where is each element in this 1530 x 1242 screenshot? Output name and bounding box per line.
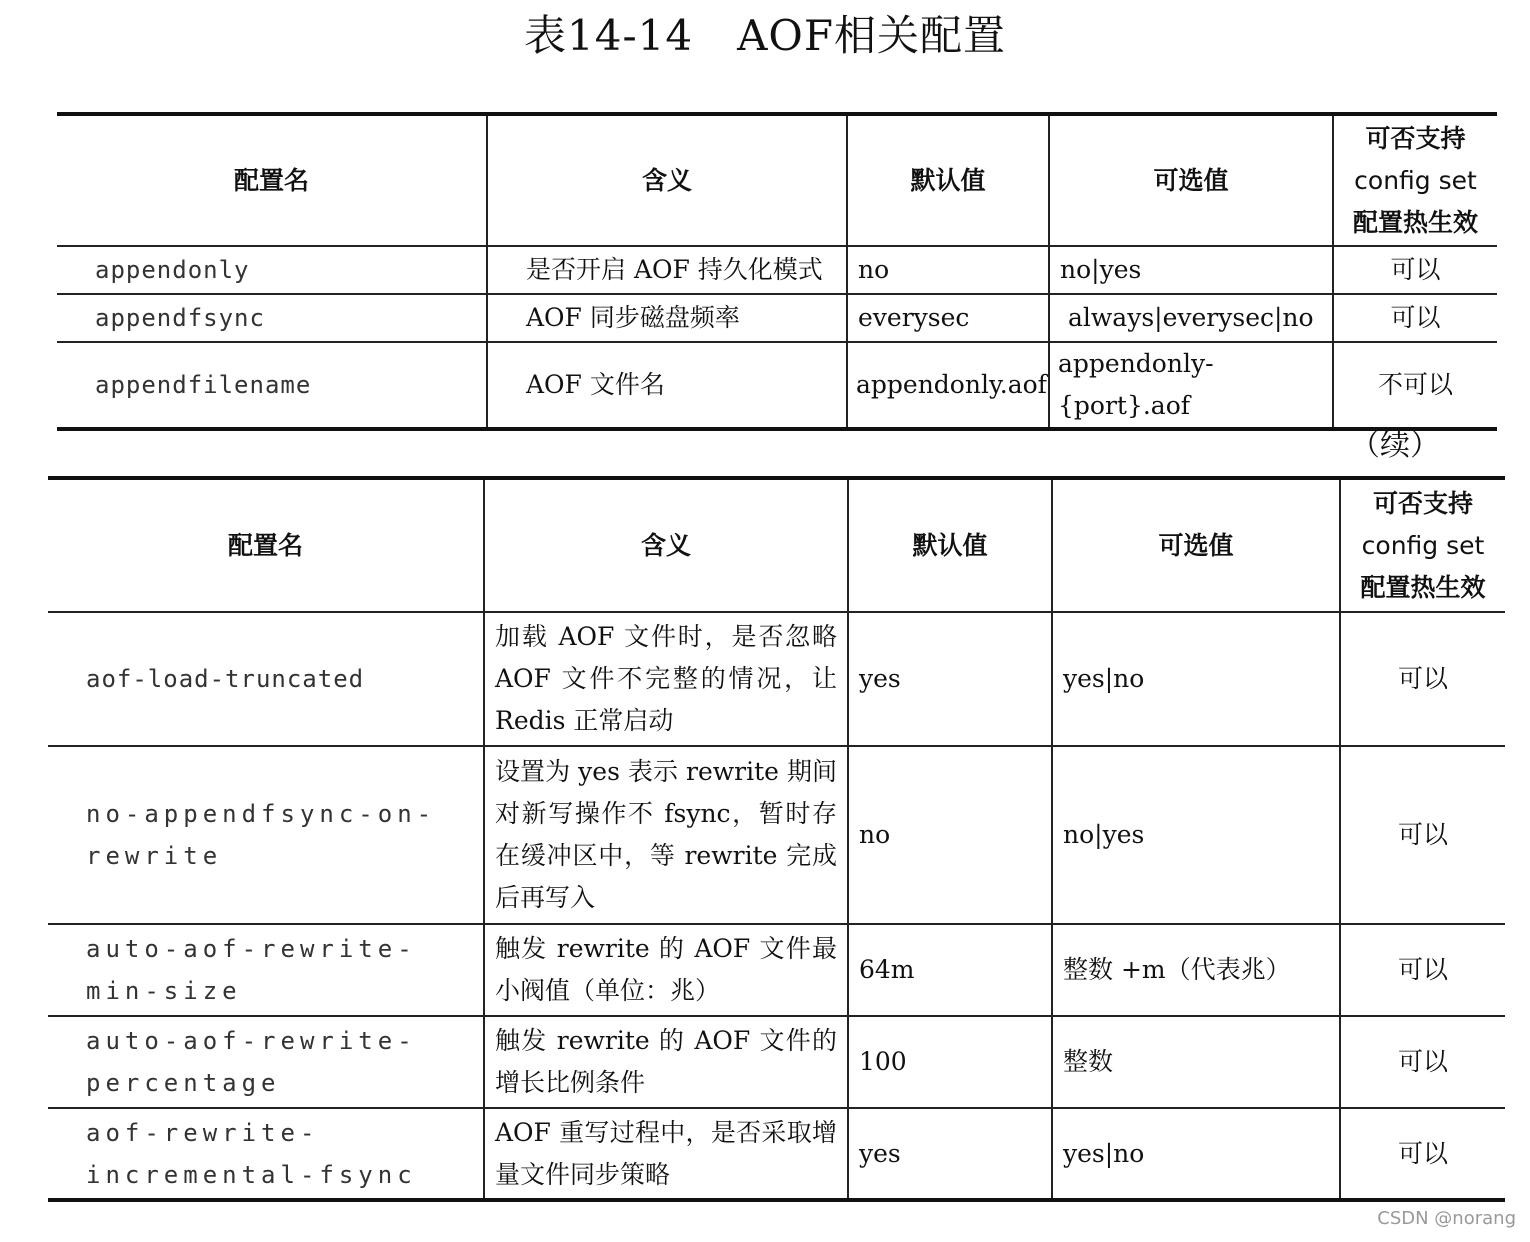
config-options: appendonly-{port}.aof [1049,342,1333,429]
aof-config-table-continued [48,476,1505,1202]
config-set-support: 可以 [1340,924,1505,1016]
config-default: 64m [848,924,1052,1016]
config-default: everysec [847,294,1049,342]
table-number: 表14-14 [524,11,694,60]
header-config-name: 配置名 [48,478,484,612]
header-options: 可选值 [1049,114,1333,246]
config-options: yes|no [1052,1108,1340,1200]
continued-label: （续） [1350,428,1440,463]
config-name: appendonly [57,246,487,294]
header-meaning: 含义 [487,114,847,246]
config-set-support: 可以 [1333,246,1497,294]
config-name: auto-aof-rewrite-percentage [48,1016,484,1108]
config-set-support: 不可以 [1333,342,1497,429]
config-meaning: 触发 rewrite 的 AOF 文件的增长比例条件 [484,1016,848,1108]
config-default: no [848,746,1052,924]
table-row [48,924,1505,1016]
config-name: aof-rewrite-incremental-fsync [48,1108,484,1200]
table-row [48,746,1505,924]
header-default: 默认值 [848,478,1052,612]
table-row [48,1108,1505,1200]
table-row [57,246,1497,294]
header-options: 可选值 [1052,478,1340,612]
config-options: 整数 +m（代表兆） [1052,924,1340,1016]
header-row [48,478,1505,612]
config-meaning: AOF 同步磁盘频率 [487,294,847,342]
config-name: no-appendfsync-on-rewrite [48,746,484,924]
config-default: appendonly.aof [847,342,1049,429]
aof-config-table [57,112,1497,431]
table-caption: AOF相关配置 [737,11,1006,60]
header-config-set: 可否支持 config set 配置热生效 [1340,478,1505,612]
header-default: 默认值 [847,114,1049,246]
config-meaning: 是否开启 AOF 持久化模式 [487,246,847,294]
config-options: always|everysec|no [1049,294,1333,342]
config-name: auto-aof-rewrite-min-size [48,924,484,1016]
table-title [0,8,1530,64]
config-meaning: 设置为 yes 表示 rewrite 期间对新写操作不 fsync，暂时存在缓冲区中，等 rewrite 完成后再写入 [484,746,848,924]
config-name: appendfsync [57,294,487,342]
config-meaning: AOF 文件名 [487,342,847,429]
config-meaning: AOF 重写过程中，是否采取增量文件同步策略 [484,1108,848,1200]
config-name: appendfilename [57,342,487,429]
config-meaning: 加载 AOF 文件时，是否忽略 AOF 文件不完整的情况，让 Redis 正常启动 [484,612,848,746]
header-config-set: 可否支持 config set 配置热生效 [1333,114,1497,246]
config-set-support: 可以 [1333,294,1497,342]
table-row [57,294,1497,342]
config-set-support: 可以 [1340,1016,1505,1108]
config-default: yes [848,1108,1052,1200]
config-options: yes|no [1052,612,1340,746]
config-meaning: 触发 rewrite 的 AOF 文件最小阀值（单位：兆） [484,924,848,1016]
header-row [57,114,1497,246]
config-default: no [847,246,1049,294]
watermark: CSDN @norang [1377,1208,1516,1229]
config-default: 100 [848,1016,1052,1108]
header-meaning: 含义 [484,478,848,612]
header-config-name: 配置名 [57,114,487,246]
table-row [48,612,1505,746]
config-options: no|yes [1052,746,1340,924]
config-set-support: 可以 [1340,746,1505,924]
config-name: aof-load-truncated [48,612,484,746]
config-options: no|yes [1049,246,1333,294]
config-options: 整数 [1052,1016,1340,1108]
config-default: yes [848,612,1052,746]
table-row [48,1016,1505,1108]
config-set-support: 可以 [1340,612,1505,746]
table-row [57,342,1497,429]
config-set-support: 可以 [1340,1108,1505,1200]
